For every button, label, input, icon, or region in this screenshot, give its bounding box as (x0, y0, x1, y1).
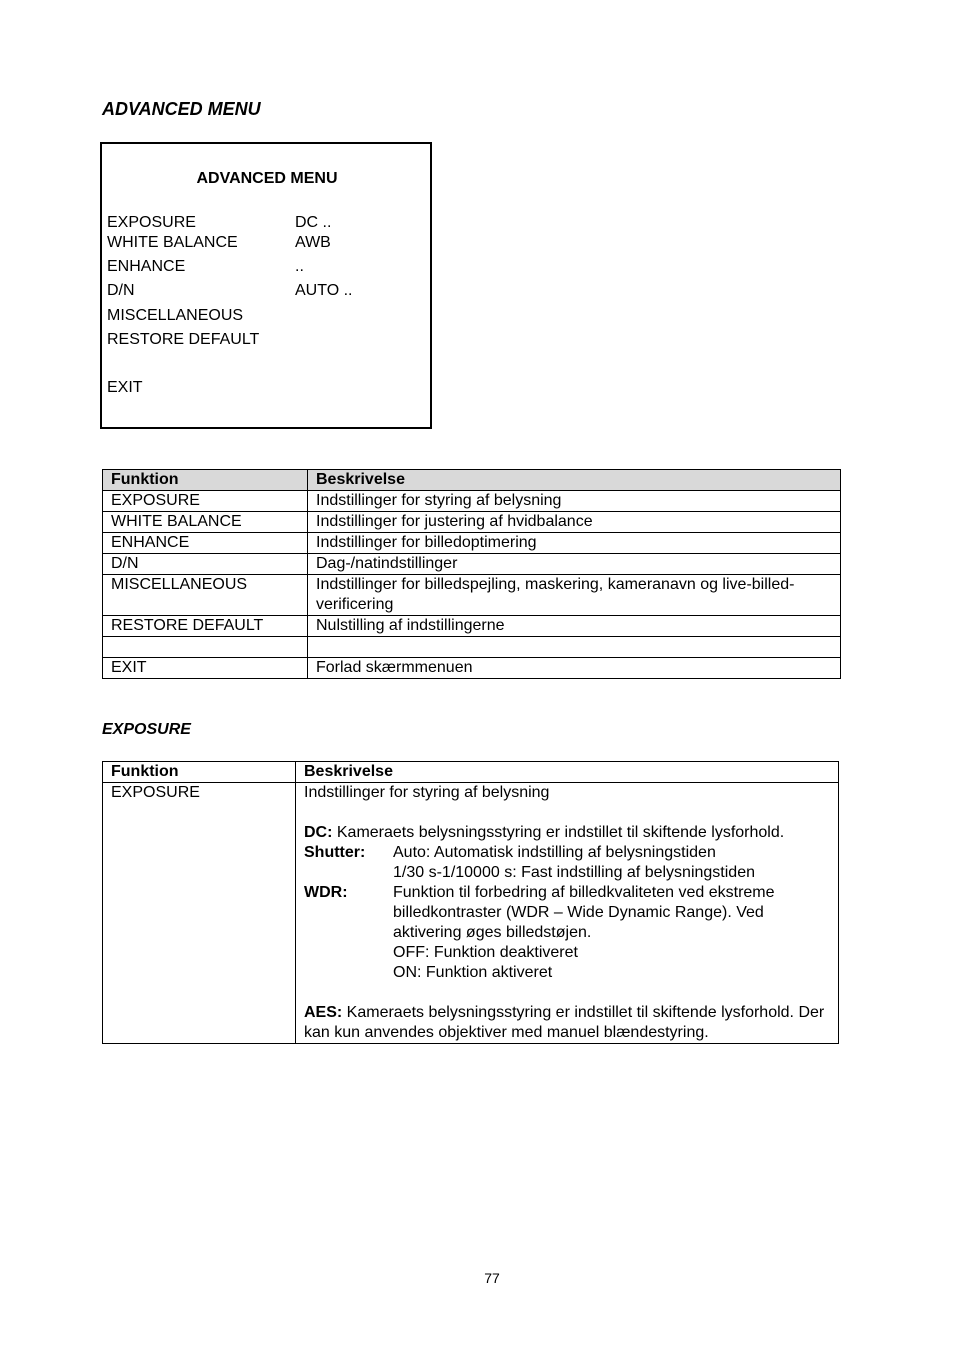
osd-row-value: DC .. (295, 214, 332, 231)
cell-description: Indstillinger for billedspejling, maskering, kameranavn og live-billed-verificering (308, 575, 841, 616)
table-row (103, 616, 841, 637)
page-number: 77 (484, 1270, 500, 1286)
exposure-intro: Indstillinger for styring af belysning (304, 784, 550, 801)
exposure-table (102, 761, 839, 1044)
shutter-line: 1/30 s-1/10000 s: Fast indstilling af belysningstiden (393, 864, 755, 881)
cell-function: D/N (103, 554, 308, 575)
cell-function (103, 637, 308, 658)
dc-description (304, 823, 830, 843)
osd-row-label: D/N (107, 282, 135, 299)
cell-description: Indstillinger for styring af belysning (308, 491, 841, 512)
cell-description: Dag-/natindstillinger (308, 554, 841, 575)
cell-description (296, 783, 839, 1044)
osd-row-value: AUTO .. (295, 282, 353, 299)
table-header-row (103, 470, 841, 491)
cell-function: ENHANCE (103, 533, 308, 554)
table-row-empty (103, 637, 841, 658)
aes-text: Kameraets belysningsstyring er indstillet til skiftende lysforhold. Der kan kun anvendes objektiver med manuel blændestyring. (304, 1004, 825, 1041)
osd-row-value: AWB (295, 234, 331, 251)
osd-menu-title: ADVANCED MENU (196, 170, 338, 187)
table-row (103, 491, 841, 512)
cell-description: Nulstilling af indstillingerne (308, 616, 841, 637)
osd-row-label: MISCELLANEOUS (107, 307, 244, 324)
aes-label: AES: (304, 1004, 343, 1021)
wdr-entry (304, 883, 830, 983)
page-heading-advanced-menu: ADVANCED MENU (102, 99, 261, 119)
header-funktion: Funktion (103, 470, 308, 491)
wdr-line: OFF: Funktion deaktiveret (393, 944, 578, 961)
header-funktion: Funktion (103, 762, 296, 783)
table-row (103, 512, 841, 533)
shutter-line: Auto: Automatisk indstilling af belysningstiden (393, 844, 716, 861)
cell-function: EXIT (103, 658, 308, 679)
header-beskrivelse: Beskrivelse (296, 762, 839, 783)
osd-row-label: RESTORE DEFAULT (107, 331, 260, 348)
osd-row-label: EXPOSURE (107, 214, 196, 231)
table-row (103, 575, 841, 616)
header-beskrivelse: Beskrivelse (308, 470, 841, 491)
osd-row-label: WHITE BALANCE (107, 234, 238, 251)
wdr-line: ON: Funktion aktiveret (393, 964, 553, 981)
table-row (103, 658, 841, 679)
cell-function: EXPOSURE (103, 783, 296, 1044)
shutter-entry (304, 843, 830, 883)
section-heading-exposure: EXPOSURE (102, 721, 191, 738)
cell-function: WHITE BALANCE (103, 512, 308, 533)
wdr-label: WDR: (304, 884, 348, 901)
table-row (103, 783, 839, 1044)
cell-function: MISCELLANEOUS (103, 575, 308, 616)
cell-description: Forlad skærmmenuen (308, 658, 841, 679)
shutter-label: Shutter: (304, 844, 366, 861)
cell-function: EXPOSURE (103, 491, 308, 512)
wdr-line: Funktion til forbedring af billedkvaliteten ved ekstreme billedkontraster (WDR – Wide Dynamic Range). Ved aktivering øges billedstøjen. (393, 884, 775, 941)
osd-row-label: EXIT (107, 379, 143, 396)
cell-function: RESTORE DEFAULT (103, 616, 308, 637)
osd-row-label: ENHANCE (107, 258, 186, 275)
cell-description: Indstillinger for justering af hvidbalance (308, 512, 841, 533)
cell-description: Indstillinger for billedoptimering (308, 533, 841, 554)
table-header-row (103, 762, 839, 783)
osd-menu-box (100, 142, 432, 429)
table-row (103, 554, 841, 575)
cell-description (308, 637, 841, 658)
aes-description (304, 1003, 830, 1043)
dc-text: Kameraets belysningsstyring er indstillet til skiftende lysforhold. (332, 824, 785, 841)
function-table (102, 469, 841, 679)
dc-label: DC: (304, 824, 333, 841)
table-row (103, 533, 841, 554)
osd-row-value: .. (295, 258, 304, 275)
